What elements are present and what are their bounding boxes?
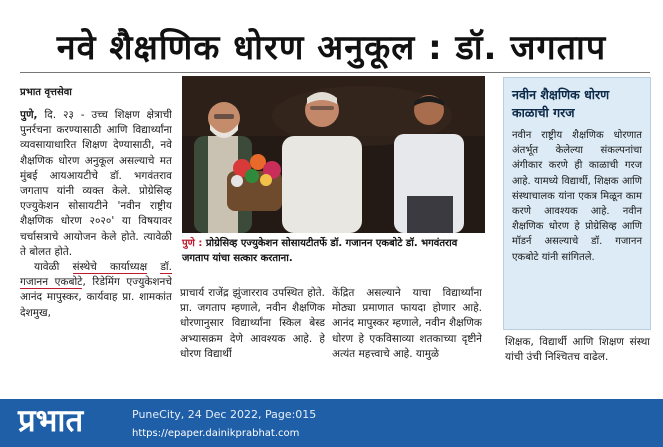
byline: प्रभात वृत्तसेवा	[20, 87, 72, 98]
column3-text: केंद्रित असल्याने याचा विद्यार्थ्यांना मोठ्या प्रमाणात फायदा होणार आहे. आनंद मापुस्कर म्हणाले, नवीन शैक्षणिक धोरण हे एकविसाव्या शतकाच्या दृष्टीने अत्यंत महत्त्वाचे आहे. यामुळे	[332, 287, 482, 360]
flower-bouquet	[227, 154, 282, 211]
caption-text: प्रोग्रेसिव्ह एज्युकेशन सोसायटीतर्फे डॉ. गजानन एकबोटे डॉ. भगवंतराव जगताप यांचा सत्कार करताना.	[182, 238, 458, 264]
article-column-2	[180, 286, 325, 390]
prabhat-logo: प्रभात	[18, 403, 84, 439]
highlight-name: डॉ. गजानन एकबोटे	[20, 261, 172, 289]
headline: नवे शैक्षणिक धोरण अनुकूल : डॉ. जगताप	[56, 28, 607, 68]
sidebar-box	[503, 77, 651, 330]
article-column-3	[332, 286, 482, 390]
sidebar-title: नवीन शैक्षणिक धोरण काळाची गरज	[512, 87, 610, 120]
column4-text: शिक्षक, विद्यार्थी आणि शिक्षण संस्था यांची उंची निश्चितच वाढेल.	[505, 336, 650, 364]
highlight-office: संस्थेचे कार्याध्यक्ष	[72, 261, 148, 274]
column1-para1	[20, 108, 172, 260]
photo-caption	[182, 236, 485, 266]
footer-bar	[0, 399, 663, 447]
column1-para2-start: यावेळी	[34, 261, 73, 274]
column1-text: दि. २३ - उच्च शिक्षण क्षेत्राची पुनर्रचना करण्यासाठी आणि विद्यार्थ्यांना व्यवसायाधारित शिक्षण देण्यासाठी, नवे शैक्षणिक धोरण अनुकूल असल्याचे मत मुंबई आयआयटीचे डॉ. भगवंतराव जगताप यांनी व्यक्त केले. प्रोग्रेसिव्ह एज्युकेशन सोसायटीने 'नवीन राष्ट्रीय शैक्षणिक धोरण २०२०' या विषयावर चर्चासत्राचे आयोजन केले होते. त्यावेळी ते बोलत होते.	[20, 109, 172, 258]
article-column-1	[20, 108, 172, 388]
caption-place: पुणे :	[182, 238, 203, 249]
column2-text: प्राचार्य राजेंद्र झुंजारराव उपस्थित होते. प्रा. जगताप म्हणाले, नवीन शैक्षणिक धोरणानुसार विद्यार्थ्यांना स्किल बेस्ड अभ्यासक्रम देणे आवश्यक आहे. हे धोरण विद्यार्थी	[180, 287, 325, 360]
edition-info: PuneCity, 24 Dec 2022, Page:015	[132, 408, 317, 421]
photo-illustration	[182, 76, 485, 233]
headline-rule	[20, 72, 650, 73]
epaper-link[interactable]: https://epaper.dainikprabhat.com	[132, 428, 300, 439]
sidebar-body: नवीन राष्ट्रीय शैक्षणिक धोरणात अंतर्भूत केलेल्या संकल्पनांचा अंगीकार करणे ही काळाची गरज आहे. यामध्ये विद्यार्थी, शिक्षक आणि संस्थाचालक यांना एकत्र मिळून काम करणे आवश्यक आहे. नवीन शैक्षणिक धोरण हे प्रोग्रेसिव्ह आणि मॉडर्न असल्याचे डॉ. गजानन एकबोटे यांनी सांगितले.	[512, 130, 642, 263]
column1-para2-rest: , रिडेमिंग एज्युकेशनचे आनंद मापुस्कर, कार्यवाह प्रा. शामकांत देशमुख,	[20, 276, 172, 319]
news-photo	[182, 76, 485, 233]
article-column-4	[505, 335, 650, 390]
column1-para2	[20, 260, 172, 321]
dateline-place: पुणे,	[20, 109, 38, 121]
